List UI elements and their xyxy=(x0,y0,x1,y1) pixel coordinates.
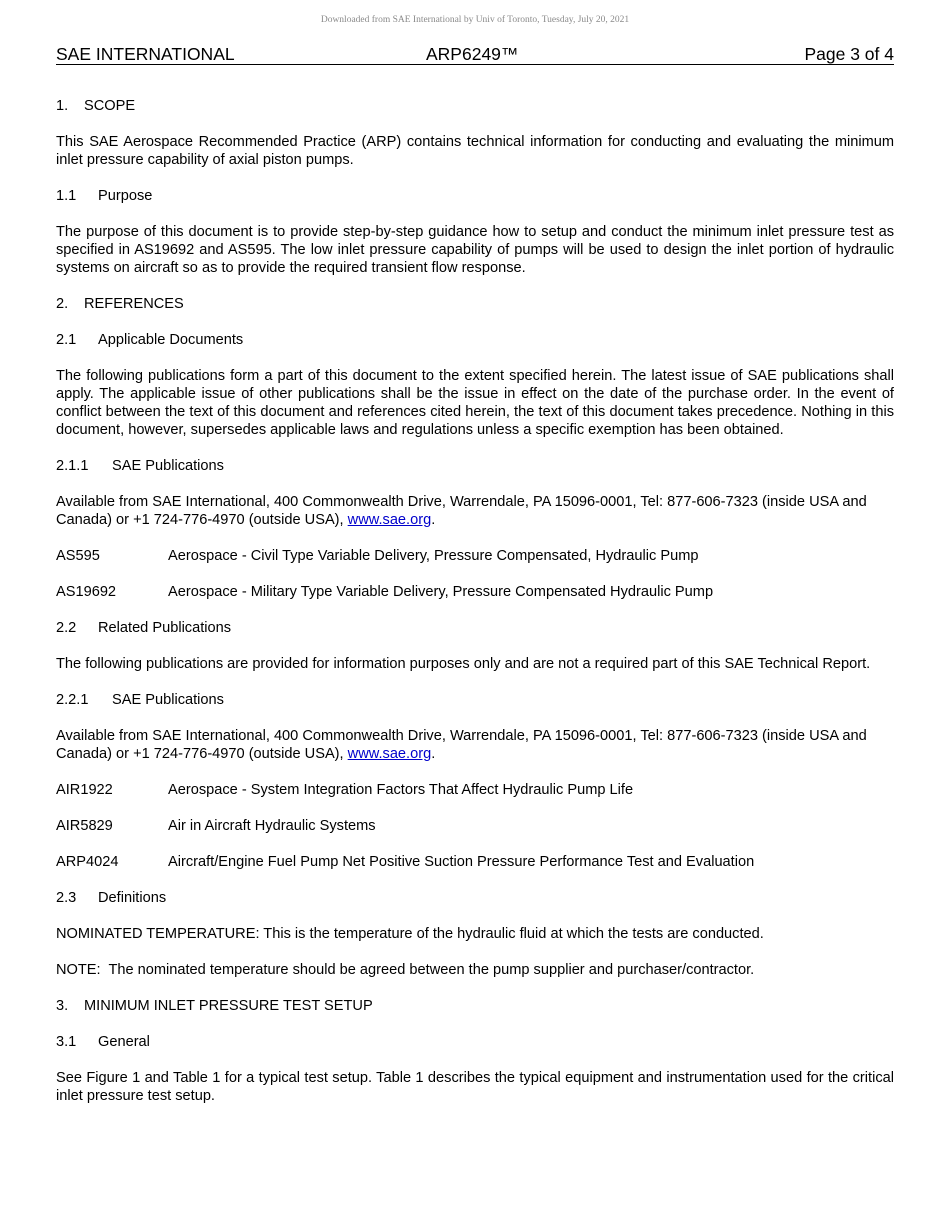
section-title: Related Publications xyxy=(98,620,232,636)
section-title: General xyxy=(98,1034,150,1050)
section-2-2-heading xyxy=(56,619,894,637)
section-2-1-1-availability xyxy=(56,493,894,529)
reference-title: Aircraft/Engine Fuel Pump Net Positive Suction Pressure Performance Test and Evaluation xyxy=(168,854,755,870)
section-title: Purpose xyxy=(98,188,153,204)
availability-period: . xyxy=(431,746,436,762)
section-3-1-heading xyxy=(56,1033,894,1051)
reference-row xyxy=(56,817,894,835)
definition-nominated-temperature: NOMINATED TEMPERATURE: This is the temperature of the hydraulic fluid at which the tests are conducted. xyxy=(56,926,764,942)
section-number: 2.2 xyxy=(56,620,77,636)
availability-text: Available from SAE International, 400 Commonwealth Drive, Warrendale, PA 15096-0001, Tel: 877-606-7323 (inside USA and Canada) or +1 724-776-4970 (outside USA), xyxy=(56,728,867,762)
section-2-2-1-availability xyxy=(56,727,894,763)
section-1-text: This SAE Aerospace Recommended Practice (ARP) contains technical information for conducting and evaluating the minimum inlet pressure capability of axial piston pumps. xyxy=(56,134,894,168)
header-page-number: Page 3 of 4 xyxy=(804,44,894,64)
section-title: Applicable Documents xyxy=(98,332,244,348)
section-1-1-heading xyxy=(56,187,894,205)
section-number: 2.3 xyxy=(56,890,77,906)
reference-id: AIR1922 xyxy=(56,782,113,798)
reference-title: Aerospace - Civil Type Variable Delivery, Pressure Compensated, Hydraulic Pump xyxy=(168,548,699,564)
section-2-1-1-heading xyxy=(56,457,894,475)
section-number: 2. xyxy=(56,296,69,312)
section-2-1-heading xyxy=(56,331,894,349)
section-number: 1.1 xyxy=(56,188,77,204)
definition-note: NOTE: The nominated temperature should be agreed between the pump supplier and purchaser/contractor. xyxy=(56,962,755,978)
section-1-heading xyxy=(56,97,894,115)
reference-row xyxy=(56,781,894,799)
reference-row xyxy=(56,583,894,601)
reference-id: AS19692 xyxy=(56,584,117,600)
availability-period: . xyxy=(431,512,436,528)
section-title: SAE Publications xyxy=(112,692,224,708)
section-2-2-text: The following publications are provided for information purposes only and are not a required part of this SAE Technical Report. xyxy=(56,656,871,672)
section-number: 3.1 xyxy=(56,1034,77,1050)
reference-title: Air in Aircraft Hydraulic Systems xyxy=(168,818,376,834)
section-title: SAE Publications xyxy=(112,458,224,474)
header-doc-number: ARP6249™ xyxy=(426,44,519,64)
header-publisher: SAE INTERNATIONAL xyxy=(56,44,235,64)
section-title: SCOPE xyxy=(84,98,136,114)
reference-id: ARP4024 xyxy=(56,854,119,870)
reference-title: Aerospace - System Integration Factors That Affect Hydraulic Pump Life xyxy=(168,782,634,798)
section-2-3-heading xyxy=(56,889,894,907)
section-2-1-text: The following publications form a part of this document to the extent specified herein. The latest issue of SAE publications shall apply. The applicable issue of other publications shall be the issue in effect on the date of the purchase order. In the event of conflict between the text of this document and references cited herein, the text of this document takes precedence. Nothing in this document, however, supersedes applicable laws and regulations unless a specific exemption has been obtained. xyxy=(56,368,894,438)
section-number: 3. xyxy=(56,998,69,1014)
section-2-heading xyxy=(56,295,894,313)
reference-id: AIR5829 xyxy=(56,818,113,834)
section-3-1-text: See Figure 1 and Table 1 for a typical test setup. Table 1 describes the typical equipment and instrumentation used for the critical inlet pressure test setup. xyxy=(56,1070,894,1104)
download-watermark: Downloaded from SAE International by Univ of Toronto, Tuesday, July 20, 2021 xyxy=(320,15,630,25)
section-2-2-1-heading xyxy=(56,691,894,709)
section-title: MINIMUM INLET PRESSURE TEST SETUP xyxy=(84,998,373,1014)
availability-text: Available from SAE International, 400 Commonwealth Drive, Warrendale, PA 15096-0001, Tel: 877-606-7323 (inside USA and Canada) or +1 724-776-4970 (outside USA), xyxy=(56,494,867,528)
section-number: 2.1 xyxy=(56,332,77,348)
section-number: 1. xyxy=(56,98,69,114)
reference-row xyxy=(56,853,894,871)
section-number: 2.1.1 xyxy=(56,458,89,474)
section-3-heading xyxy=(56,997,894,1015)
reference-title: Aerospace - Military Type Variable Delivery, Pressure Compensated Hydraulic Pump xyxy=(168,584,714,600)
reference-row xyxy=(56,547,894,565)
sae-website-link[interactable]: www.sae.org xyxy=(347,746,432,762)
reference-id: AS595 xyxy=(56,548,100,564)
running-header xyxy=(56,44,894,65)
section-number: 2.2.1 xyxy=(56,692,89,708)
section-1-1-text: The purpose of this document is to provide step-by-step guidance how to setup and conduct the minimum inlet pressure test as specified in AS19692 and AS595. The low inlet pressure capability of pumps will be used to design the inlet portion of hydraulic systems on aircraft so as to provide the required transient flow response. xyxy=(56,224,894,276)
sae-website-link[interactable]: www.sae.org xyxy=(347,512,432,528)
section-title: Definitions xyxy=(98,890,167,906)
document-body xyxy=(56,97,894,1105)
section-title: REFERENCES xyxy=(84,296,184,312)
